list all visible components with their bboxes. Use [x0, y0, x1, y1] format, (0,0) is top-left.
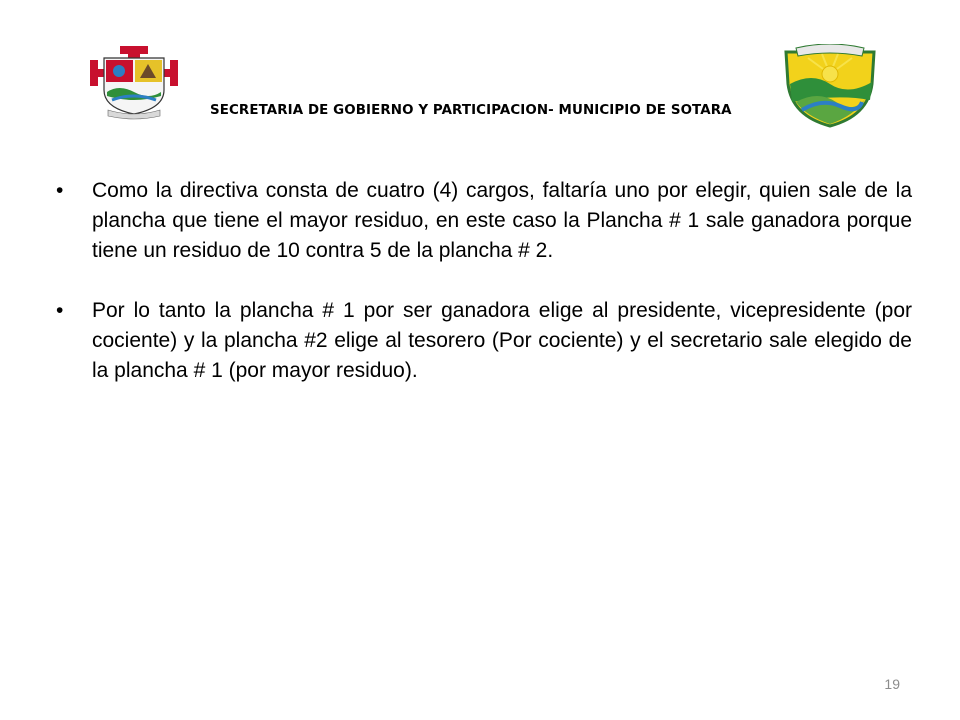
page-number: 19: [884, 676, 900, 692]
bullet-marker: •: [56, 179, 64, 202]
bullet-list: [56, 176, 912, 416]
bullet-text: Como la directiva consta de cuatro (4) cargos, faltaría uno por elegir, quien sale de la plancha que tiene el mayor residuo, en este caso la Plancha # 1 sale ganadora porque tiene un residuo de 10 contra 5 de la plancha # 2.: [92, 179, 912, 262]
municipal-shield-icon: [778, 44, 882, 128]
bullet-text: Por lo tanto la plancha # 1 por ser ganadora elige al presidente, vicepresidente (por cociente) y la plancha #2 elige al tesorero (Por cociente) y el secretario sale elegido de la plancha # 1 (por mayor residuo).: [92, 299, 912, 382]
page-title: SECRETARIA DE GOBIERNO Y PARTICIPACION- MUNICIPIO DE SOTARA: [210, 103, 732, 118]
list-item: [56, 176, 912, 266]
municipal-coat-of-arms-icon: [84, 44, 184, 120]
list-item: [56, 296, 912, 386]
bullet-marker: •: [56, 299, 64, 322]
